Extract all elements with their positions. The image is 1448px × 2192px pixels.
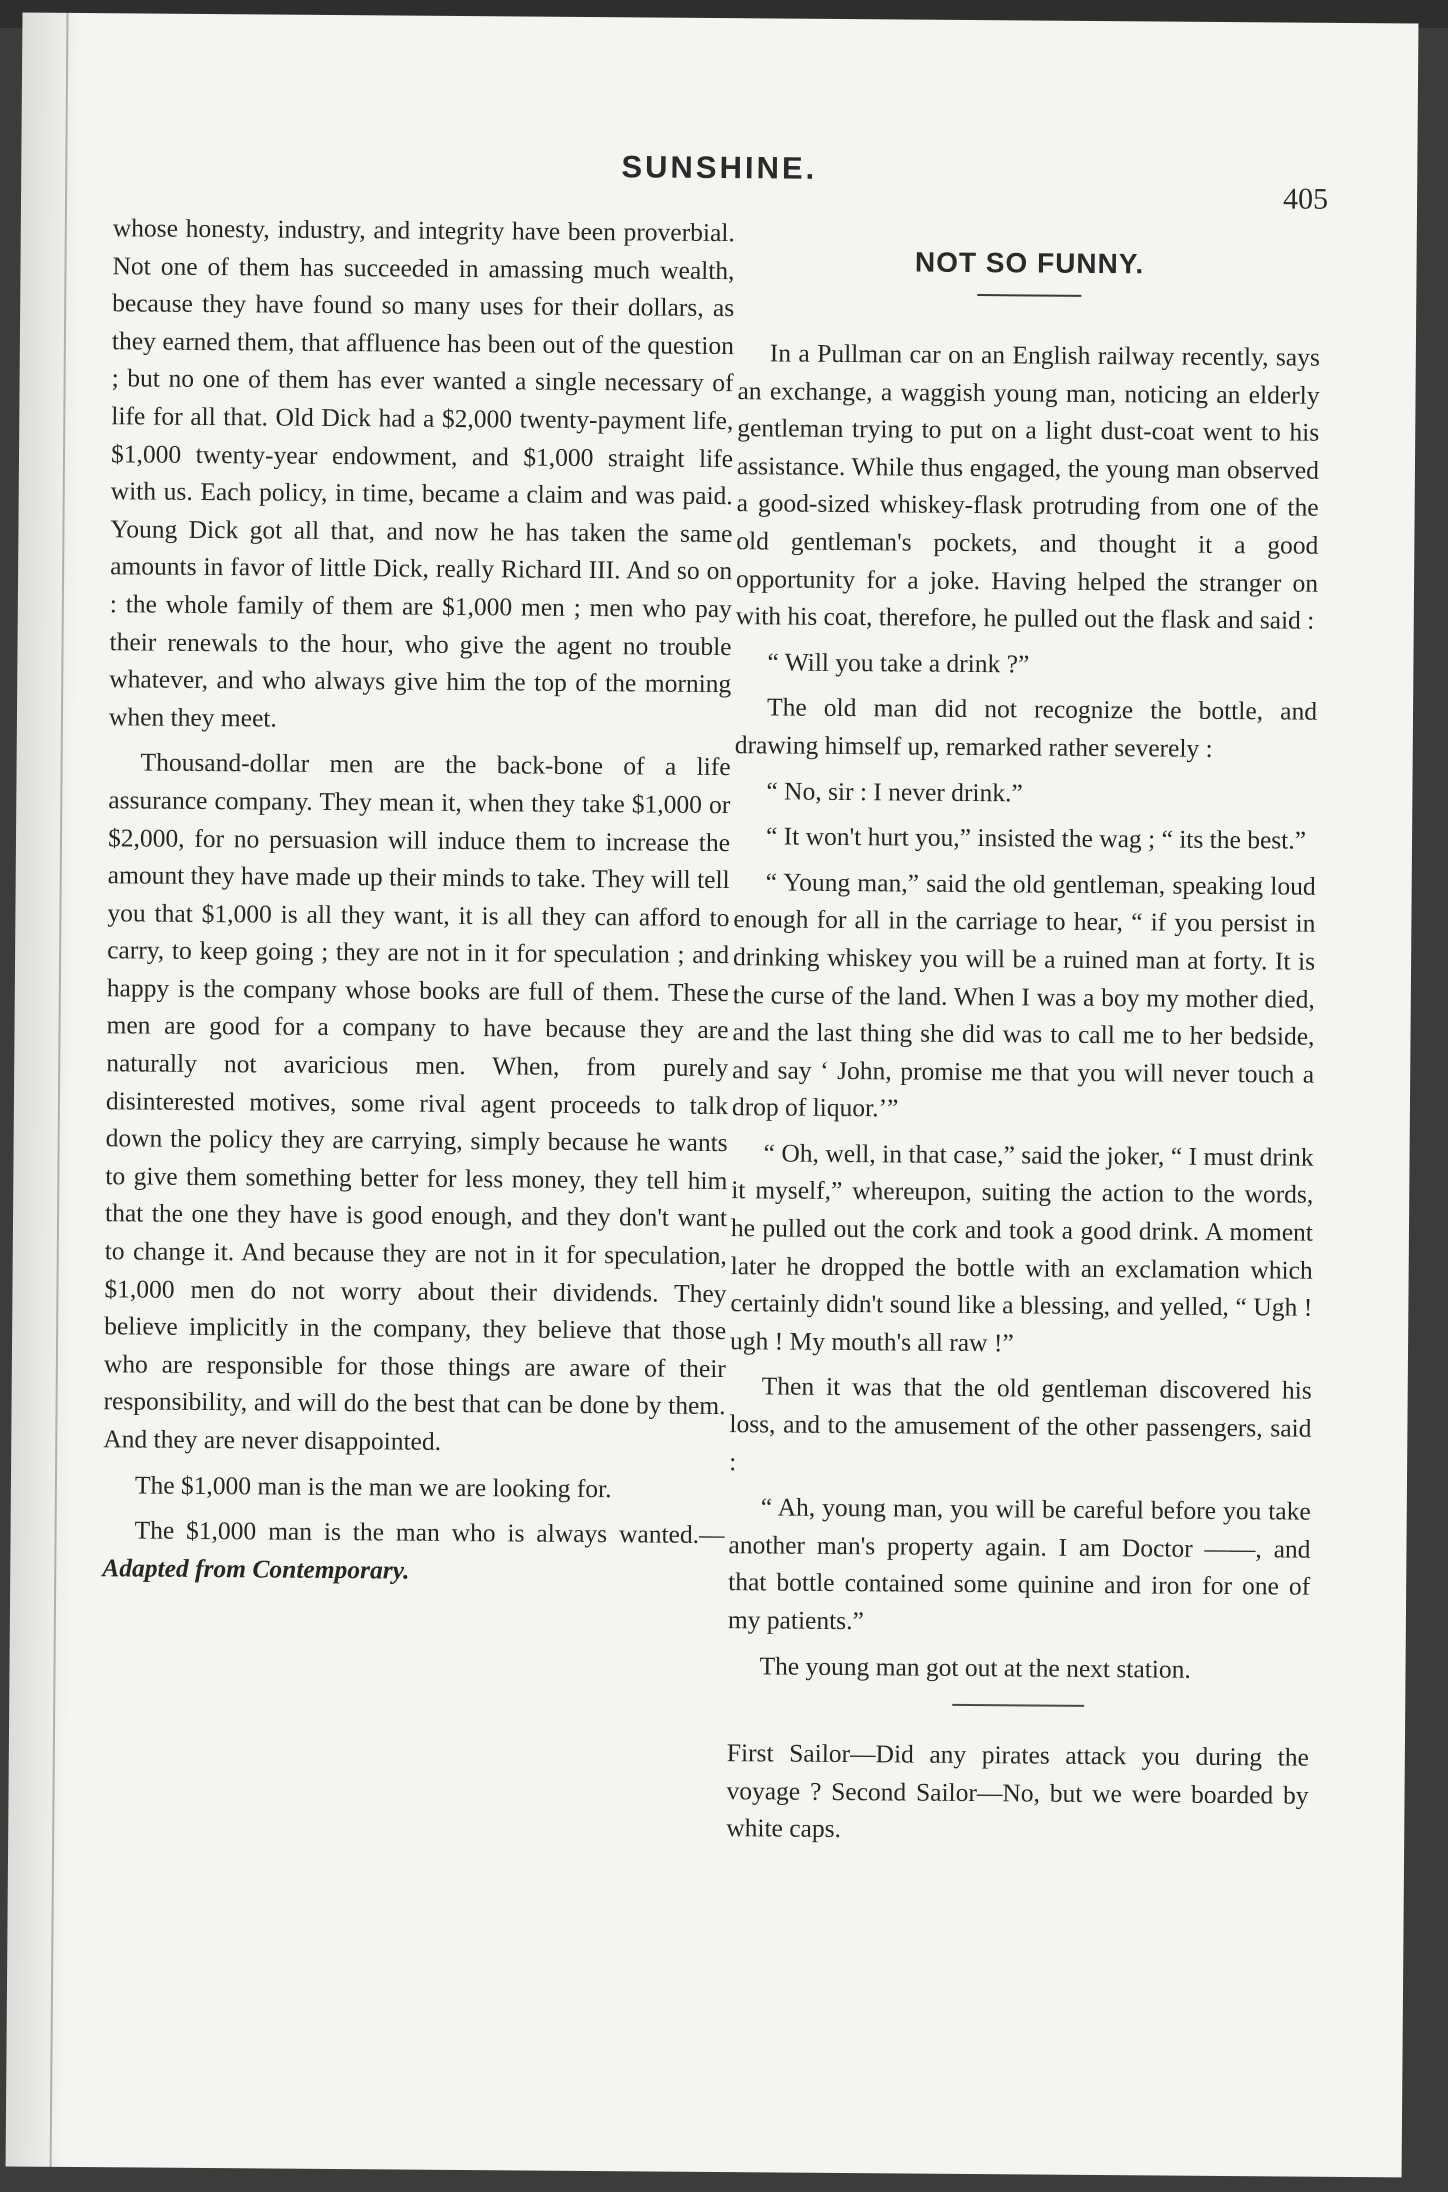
story-paragraph: “ Young man,” said the old gentleman, speaking loud enough for all in the carriage to hear, “ if you persist in drinking whiskey you will be a ruined man at forty. It is the curse of the land. When I was a boy my mother died, and the last thing she did was to call me to her bedside, and say ‘ John, promise me that you will never touch a drop of liquor.’” — [731, 867, 1316, 1123]
magazine-page — [6, 13, 1419, 2178]
section-separator — [952, 1704, 1084, 1707]
story-paragraph: In a Pullman car on an English railway recently, says an exchange, a waggish young man, noticing an elderly gentleman trying to put on a light dust-coat went to his assistance. While thus engaged, the young man observed a good-sized whiskey-flask protruding from one of the old gentleman's pockets, and thought it a good opportunity for a joke. Having helped the stranger on with his coat, therefore, he pulled out the flask and said : — [735, 338, 1320, 635]
left-paragraph: whose honesty, industry, and integrity have been proverbial. Not one of them has succeeded in amassing much wealth, because they have found so many uses for their dollars, as they earned them, that affluence has been out of the question ; but no one of them has ever wanted a single necessary of life for all that. Old Dick had a $2,000 twenty-payment life, $1,000 twenty-year endowment, and $1,000 straight life with us. Each policy, in time, became a claim and was paid. Young Dick got all that, and now he has taken the same amounts in favor of little Dick, really Richard III. And so on : the whole family of them are $1,000 men ; men who pay their renewals to the hour, who give the agent no trouble whatever, and who always give him the top of the morning when they meet. — [108, 213, 735, 733]
left-paragraph: The $1,000 man is the man we are looking for. — [134, 1470, 612, 1503]
story-paragraph: “ No, sir : I never drink.” — [766, 775, 1023, 807]
left-paragraph: Thousand-dollar men are the back-bone of a life assurance company. They mean it, when they take $1,000 or $2,000, for no persuasion will induce them to increase the amount they have made up their minds to take. They will tell you that $1,000 is all they want, it is all they can afford to carry, to keep going ; they are not in it for speculation ; and happy is the company whose books are full of them. These men are good for a company to have because they are naturally not avaricious men. When, from purely disinterested motives, some rival agent proceeds to talk down the policy they are carrying, simply because he wants to give them something better for less money, they tell him that the one they have is good enough, and they don't want to change it. And because they are not in it for speculation, $1,000 men do not worry about their dividends. They believe implicitly in the company, they believe that those who are responsible for those things are aware of their responsibility, and will do the best that can be done by them. And they are never disappointed. — [103, 747, 731, 1456]
story-paragraph: The old man did not recognize the bottle, and drawing himself up, remarked rather severely : — [734, 692, 1318, 763]
joke-paragraph: First Sailor—Did any pirates attack you during the voyage ? Second Sailor—No, but we were boarded by white caps. — [726, 1738, 1309, 1844]
page-number: 405 — [1282, 182, 1329, 216]
source-attribution: Adapted from Contemporary. — [102, 1552, 410, 1585]
right-column — [726, 240, 1321, 1859]
article-title: NOT SO FUNNY. — [914, 246, 1145, 280]
left-column — [102, 209, 735, 1599]
title-rule — [977, 294, 1081, 297]
closing-paragraph — [102, 1511, 725, 1591]
story-paragraph: The young man got out at the next station. — [759, 1650, 1191, 1684]
story-paragraph: Then it was that the old gentleman discovered his loss, and to the amusement of the other passengers, said : — [729, 1371, 1312, 1476]
story-paragraph: “ Oh, well, in that case,” said the joker, “ I must drink it myself,” whereupon, suiting the action to the words, he pulled out the cork and took a good drink. A moment later he dropped the bottle with an exclamation which certainly didn't sound like a blessing, and yelled, “ Ugh ! ugh ! My mouth's all raw !” — [729, 1138, 1314, 1358]
closing-text: The $1,000 man is the man who is always wanted.— — [134, 1515, 725, 1550]
story-paragraph: “ Ah, young man, you will be careful before you take another man's property again. I am Doctor ——, and that bottle contained some quinine and iron for one of my patients.” — [727, 1492, 1311, 1636]
story-paragraph: “ It won't hurt you,” insisted the wag ; “ its the best.” — [765, 821, 1307, 855]
story-paragraph: “ Will you take a drink ?” — [767, 647, 1030, 679]
page-gutter-shadow — [6, 13, 83, 2167]
running-head: SUNSHINE. — [621, 149, 818, 186]
